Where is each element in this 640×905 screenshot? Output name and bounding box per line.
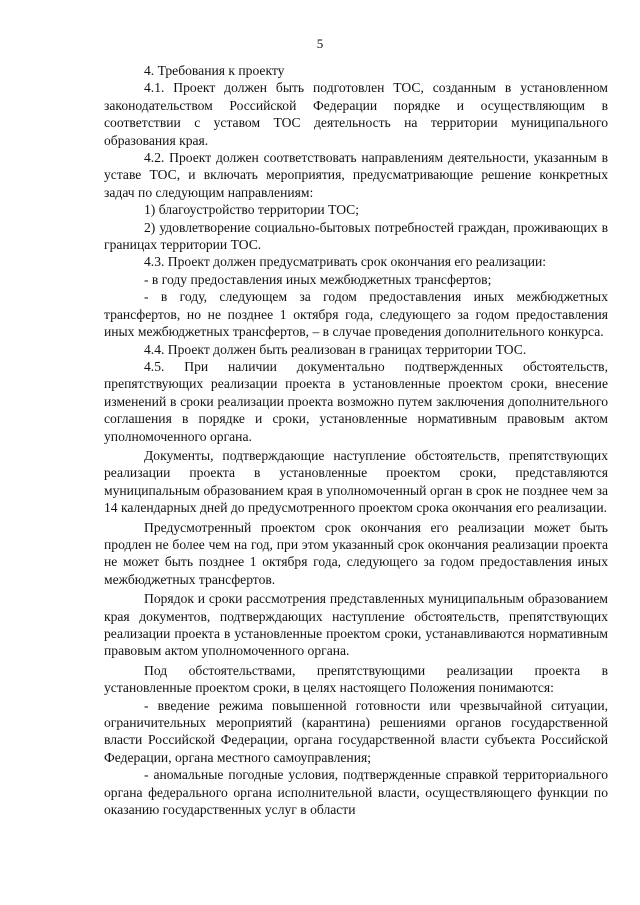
paragraph-circumstances: Под обстоятельствами, препятствующими реализации проекта в установленные проектом сроки, в целях настоящего Положения понимаются: xyxy=(104,662,608,696)
list-item-dash-2: - в году, следующем за годом предоставления иных межбюджетных трансфертов, но не позднее 1 октября года, следующего за годом предоставления иных межбюджетных трансфертов, – в случае проведения дополнительного конкурса. xyxy=(104,289,608,340)
list-item-1: 1) благоустройство территории ТОС; xyxy=(144,202,360,218)
list-item-2: 2) удовлетворение социально-бытовых потребностей граждан, проживающих в границах территории ТОС. xyxy=(104,219,608,253)
section-heading: 4. Требования к проекту xyxy=(144,63,285,78)
paragraph-4-1: 4.1. Проект должен быть подготовлен ТОС, созданным в установленном законодательством Российской Федерации порядке и осуществляющим в соответствии с уставом ТОС деятельность на территории муниципального образования края. xyxy=(104,80,608,148)
paragraph-extension: Предусмотренный проектом срок окончания его реализации может быть продлен не более чем на год, при этом указанный срок окончания реализации проекта не может быть позднее 1 октября года, следующего за годом предоставления иных межбюджетных трансфертов. xyxy=(104,519,608,587)
page-number: 5 xyxy=(316,36,324,51)
list-item-emergency: - введение режима повышенной готовности или чрезвычайной ситуации, ограничительных мероприятий (карантина) решениями органов государственной власти Российской Федерации, органа государственной власти субъекта Российской Федерации, органа местного самоуправления; xyxy=(104,697,608,765)
paragraph-procedure: Порядок и сроки рассмотрения представленных муниципальным образованием края документов, подтверждающих наступление обстоятельств, препятствующих реализации проекта в установленные проектом сроки, устанавливаются нормативным правовым актом уполномоченного органа. xyxy=(104,591,608,659)
paragraph-4-4: 4.4. Проект должен быть реализован в границах территории ТОС. xyxy=(144,341,527,357)
paragraph-documents: Документы, подтверждающие наступление обстоятельств, препятствующих реализации проекта в установленные проектом сроки, представляются муниципальным образованием края в уполномоченный орган в срок не позднее чем за 14 календарных дней до предусмотренного проектом срока окончания его реализации. xyxy=(104,447,608,516)
paragraph-4-3: 4.3. Проект должен предусматривать срок окончания его реализации: xyxy=(144,254,547,270)
list-item-weather: - аномальные погодные условия, подтвержденные справкой территориального органа федерального органа исполнительной власти, осуществляющего функции по оказанию государственных услуг в области xyxy=(104,767,608,818)
document-body xyxy=(104,62,608,818)
paragraph-4-2: 4.2. Проект должен соответствовать направлениям деятельности, указанным в уставе ТОС, и включать мероприятия, предусматривающие решение конкретных задач по следующим направлениям: xyxy=(104,150,608,200)
list-item-dash-1: - в году предоставления иных межбюджетных трансфертов; xyxy=(144,271,492,287)
paragraph-4-5: 4.5. При наличии документально подтвержденных обстоятельств, препятствующих реализации проекта в установленные проектом сроки, внесение изменений в сроки реализации проекта возможно путем заключения дополнительного соглашения в порядке и сроки, установленные нормативным правовым актом уполномоченного органа. xyxy=(104,358,608,444)
